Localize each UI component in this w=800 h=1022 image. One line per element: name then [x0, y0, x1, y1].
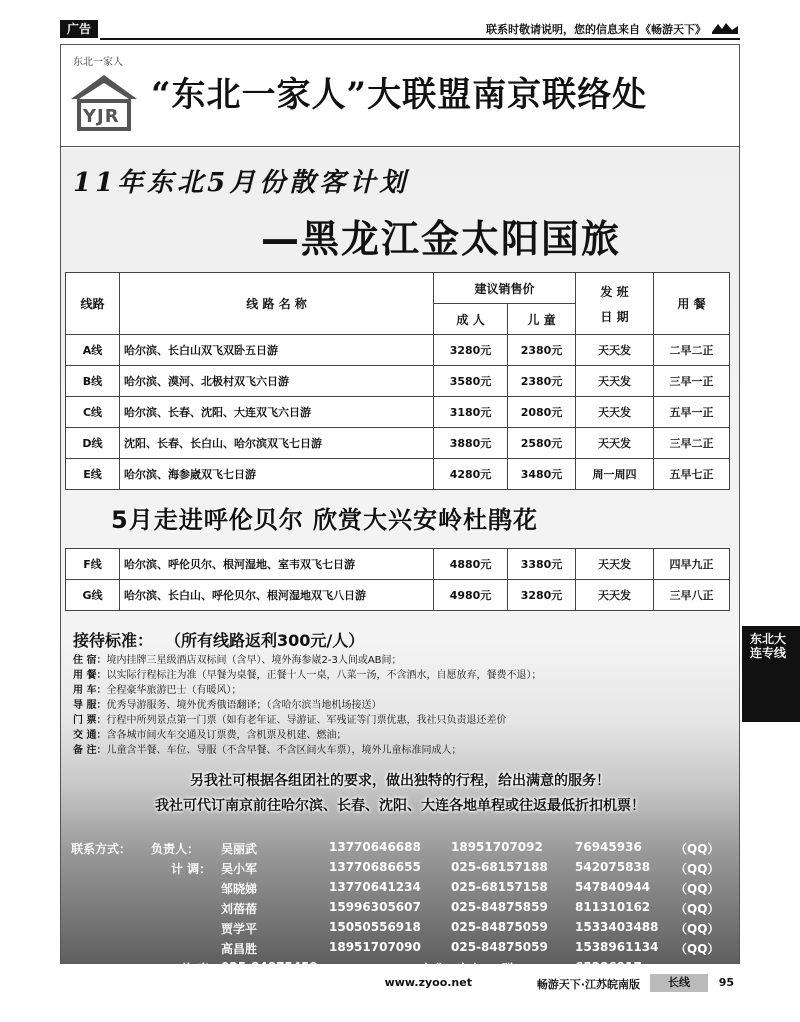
standard-line — [73, 713, 733, 728]
standard-key: 住 宿： — [73, 655, 107, 666]
standard-key: 用 餐： — [73, 670, 107, 681]
header-meal: 用 餐 — [654, 273, 730, 335]
standard-value: 优秀导游服务、境外优秀俄语翻译；（含哈尔滨当地机场接送） — [106, 700, 382, 711]
price-child: 2380元 — [508, 335, 576, 366]
contact-qq-tag: （QQ） — [675, 922, 720, 936]
header-route: 线路 — [66, 273, 120, 335]
logo-caption: 东北一家人 — [73, 57, 123, 68]
brand-logo-icon — [67, 53, 141, 137]
footer — [60, 974, 740, 994]
meals: 三早一正 — [654, 366, 730, 397]
route-id: F线 — [66, 549, 120, 580]
fax-label: 传 真： — [181, 962, 222, 976]
contact-name: 吴丽武 — [221, 842, 258, 856]
standard-value: 以实际行程标注为准（早餐为桌餐，正餐十人一桌，八菜一汤，不含酒水，自愿放弃，餐费不退）； — [106, 670, 542, 681]
standard-key: 用 车： — [73, 685, 107, 696]
footer-url: www.zyoo.net — [384, 976, 472, 989]
meals: 四早九正 — [654, 549, 730, 580]
contact-label: 联系方式： — [71, 842, 132, 856]
contact-qq-tag: （QQ） — [675, 862, 720, 876]
contact-row — [71, 938, 731, 958]
contact-mobile: 13770646688 — [329, 840, 421, 854]
route-name: 哈尔滨、漠河、北极村双飞六日游 — [120, 366, 434, 397]
route-id: D线 — [66, 428, 120, 459]
contact-qq: 547840944 — [575, 880, 651, 894]
header-date-bottom: 日 期 — [600, 309, 629, 324]
top-bar — [60, 18, 740, 42]
contact-phone: 025-84875059 — [451, 940, 548, 954]
route-id: E线 — [66, 459, 120, 490]
route-id: C线 — [66, 397, 120, 428]
contact-name: 高昌胜 — [221, 942, 258, 956]
contact-block — [71, 838, 731, 978]
price-adult: 3180元 — [434, 397, 508, 428]
logo-mark: YJR — [83, 106, 120, 127]
header-price: 建议销售价 — [434, 273, 576, 304]
table-row — [66, 397, 730, 428]
contact-row — [71, 898, 731, 918]
contact-mobile: 13770641234 — [329, 880, 421, 894]
price-adult: 3580元 — [434, 366, 508, 397]
fax-number: 025-84875459 — [221, 960, 318, 974]
main-title: “东北一家人”大联盟南京联络处 — [151, 75, 648, 115]
price-adult: 3280元 — [434, 335, 508, 366]
price-adult: 3880元 — [434, 428, 508, 459]
standard-line — [73, 653, 733, 668]
contact-qq: 542075838 — [575, 860, 651, 874]
footer-publication: 畅游天下·江苏皖南版 — [536, 978, 640, 991]
promo-air-tickets: 我社可代订南京前往哈尔滨、长春、沈阳、大连各地单程或往返最低折扣机票！ — [155, 798, 645, 814]
meals: 三早八正 — [654, 580, 730, 611]
company-name: —黑龙江金太阳国旅 — [261, 217, 622, 261]
promo-custom-itinerary: 另我社可根据各组团社的要求，做出独特的行程，给出满意的服务！ — [190, 773, 610, 789]
departure: 天天发 — [576, 428, 654, 459]
contact-qq: 1533403488 — [575, 920, 659, 934]
route-id: B线 — [66, 366, 120, 397]
ad-frame — [60, 44, 740, 976]
contact-qq: 1538961134 — [575, 940, 659, 954]
standards-title: 接待标准： — [73, 631, 154, 650]
contact-phone: 025-84875859 — [451, 900, 548, 914]
contact-phone: 025-68157188 — [451, 860, 548, 874]
contact-qq-tag: （QQ） — [675, 842, 720, 856]
table-row — [66, 459, 730, 490]
departure: 天天发 — [576, 397, 654, 428]
header-name: 线 路 名 称 — [120, 273, 434, 335]
contact-row — [71, 838, 731, 858]
contact-qq-tag: （QQ） — [675, 882, 720, 896]
contact-name: 贾学平 — [221, 922, 258, 936]
route-table — [65, 272, 730, 490]
plan-title: 11年东北5月份散客计划 — [73, 168, 410, 198]
route-name: 哈尔滨、海参崴双飞七日游 — [120, 459, 434, 490]
standard-line — [73, 683, 733, 698]
contact-role: 负责人： — [151, 842, 200, 856]
route-id: G线 — [66, 580, 120, 611]
contact-phone: 025-68157158 — [451, 880, 548, 894]
meals: 二早二正 — [654, 335, 730, 366]
contact-row — [71, 858, 731, 878]
contact-name: 刘蓓蓓 — [221, 902, 258, 916]
contact-row — [71, 878, 731, 898]
table-row — [66, 366, 730, 397]
standard-line — [73, 743, 733, 758]
standard-key: 导 服： — [73, 700, 107, 711]
contact-qq-tag: （QQ） — [675, 942, 720, 956]
contact-mobile: 15050556918 — [329, 920, 421, 934]
contact-mobile: 15996305607 — [329, 900, 421, 914]
header-date — [576, 273, 654, 335]
header-child: 儿 童 — [508, 304, 576, 335]
departure: 天天发 — [576, 549, 654, 580]
contact-phone: 18951707092 — [451, 840, 543, 854]
standard-value: 全程豪华旅游巴士（有暖风）； — [106, 685, 242, 696]
departure: 天天发 — [576, 335, 654, 366]
header — [61, 45, 739, 147]
service-standards — [73, 628, 733, 758]
contact-name: 邹晓娣 — [221, 882, 258, 896]
price-child: 3280元 — [508, 580, 576, 611]
price-child: 2080元 — [508, 397, 576, 428]
table-row — [66, 428, 730, 459]
standard-key: 交 通： — [73, 730, 107, 741]
table-row — [66, 580, 730, 611]
departure: 天天发 — [576, 580, 654, 611]
contact-role: 计 调： — [171, 862, 212, 876]
section-side-tab — [742, 626, 800, 722]
standard-key: 门 票： — [73, 715, 107, 726]
route-table-2 — [65, 548, 730, 611]
price-child: 3380元 — [508, 549, 576, 580]
route-name: 哈尔滨、长白山双飞双卧五日游 — [120, 335, 434, 366]
table-header-row — [66, 273, 730, 304]
contact-mobile: 18951707090 — [329, 940, 421, 954]
magazine-mini-logo-icon — [710, 20, 740, 36]
route-id: A线 — [66, 335, 120, 366]
price-adult: 4980元 — [434, 580, 508, 611]
price-child: 3480元 — [508, 459, 576, 490]
plan-section — [61, 148, 739, 976]
standards-heading — [73, 628, 733, 651]
contact-qq-tag: （QQ） — [675, 902, 720, 916]
qq-group-number: 65286917 — [575, 960, 642, 974]
route-name: 哈尔滨、长春、沈阳、大连双飞六日游 — [120, 397, 434, 428]
departure: 周一周四 — [576, 459, 654, 490]
contact-name: 吴小军 — [221, 862, 258, 876]
price-adult: 4280元 — [434, 459, 508, 490]
standard-line — [73, 728, 733, 743]
table-row — [66, 335, 730, 366]
header-adult: 成 人 — [434, 304, 508, 335]
page-number: 95 — [718, 976, 734, 989]
reader-notice: 联系时敬请说明，您的信息来自《畅游天下》 — [486, 23, 706, 36]
ad-tag: 广告 — [60, 20, 98, 38]
standard-line — [73, 668, 733, 683]
route-name: 哈尔滨、呼伦贝尔、根河湿地、室韦双飞七日游 — [120, 549, 434, 580]
contact-mobile: 13770686655 — [329, 860, 421, 874]
route-name: 沈阳、长春、长白山、哈尔滨双飞七日游 — [120, 428, 434, 459]
price-adult: 4880元 — [434, 549, 508, 580]
contact-phone: 025-84875059 — [451, 920, 548, 934]
standard-value: 行程中所列景点第一门票（如有老年证、导游证、军残证等门票优惠，我社只负责退还差价 — [106, 715, 507, 726]
route-name: 哈尔滨、长白山、呼伦贝尔、根河湿地双飞八日游 — [120, 580, 434, 611]
contact-qq: 76945936 — [575, 840, 642, 854]
contact-qq: 811310162 — [575, 900, 651, 914]
price-child: 2380元 — [508, 366, 576, 397]
standard-value: 境内挂牌三星级酒店双标间（含早）、境外海参崴2-3人间或AB间； — [106, 655, 402, 666]
standards-subtitle: （所有线路返利300元/人） — [173, 631, 365, 650]
top-rule — [100, 38, 740, 40]
standard-line — [73, 698, 733, 713]
footer-section-tag: 长线 — [650, 974, 708, 992]
standard-value: 儿童含半餐、车位、导服（不含早餐、不含区间火车票），境外儿童标准同成人； — [106, 745, 462, 756]
header-date-top: 发 班 — [600, 284, 629, 299]
meals: 五早七正 — [654, 459, 730, 490]
hulunbuir-banner: 5月走进呼伦贝尔 欣赏大兴安岭杜鹃花 — [111, 506, 539, 534]
side-tab-label: 东北大连专线 — [750, 632, 787, 660]
standard-value: 含各城市间火车交通及订票费，含机票及机建、燃油； — [106, 730, 347, 741]
table-row — [66, 549, 730, 580]
departure: 天天发 — [576, 366, 654, 397]
standard-key: 备 注： — [73, 745, 107, 756]
meals: 五早一正 — [654, 397, 730, 428]
qq-group-label: 东北一家人QQ群： — [421, 962, 526, 976]
contact-row — [71, 918, 731, 938]
meals: 三早二正 — [654, 428, 730, 459]
price-child: 2580元 — [508, 428, 576, 459]
